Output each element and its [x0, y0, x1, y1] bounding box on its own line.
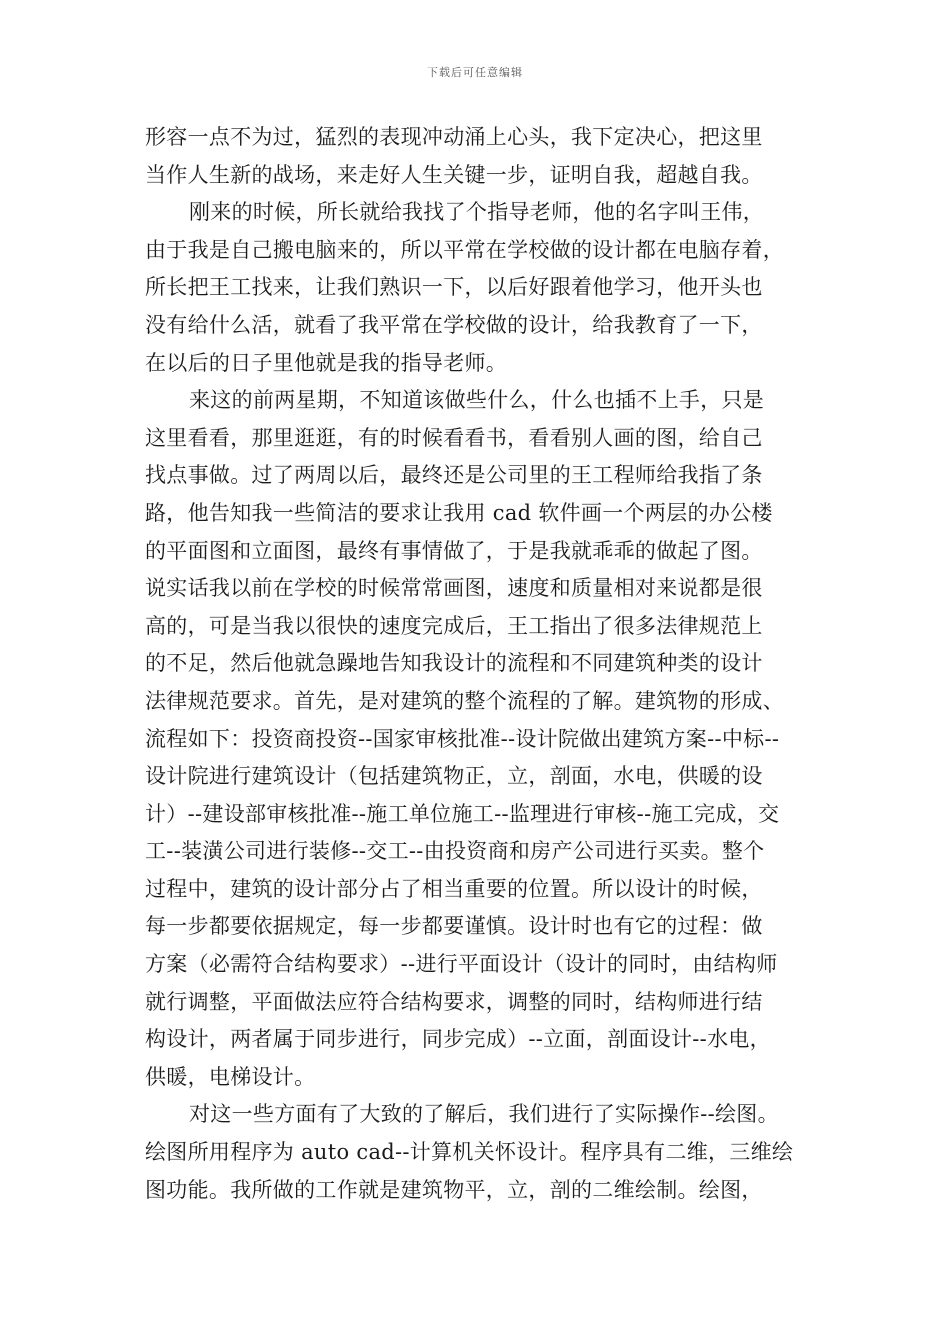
text-line: 这里看看，那里逛逛，有的时候看看书，看看别人画的图，给自己	[145, 425, 763, 450]
text-line: 就行调整，平面做法应符合结构要求，调整的同时，结构师进行结	[145, 989, 763, 1014]
document-body	[145, 119, 825, 1209]
text-line: 流程如下：投资商投资--国家审核批准--设计院做出建筑方案--中标--	[145, 726, 780, 751]
paragraph-start-line: 刚来的时候，所长就给我找了个指导老师，他的名字叫王伟，	[189, 200, 765, 225]
text-line: 每一步都要依据规定，每一步都要谨慎。设计时也有它的过程：做	[145, 914, 763, 939]
text-line: 设计院进行建筑设计（包括建筑物正，立，剖面，水电，供暖的设	[145, 764, 763, 789]
text-line: 工--装潢公司进行装修--交工--由投资商和房产公司进行买卖。整个	[145, 839, 765, 864]
text-line: 的平面图和立面图，最终有事情做了，于是我就乖乖的做起了图。	[145, 538, 763, 563]
text-line: 所长把王工找来，让我们熟识一下，以后好跟着他学习，他开头也	[145, 275, 763, 300]
text-line: 过程中，建筑的设计部分占了相当重要的位置。所以设计的时候，	[145, 876, 763, 901]
paragraph-start-line: 来这的前两星期，不知道该做些什么，什么也插不上手，只是	[189, 388, 765, 413]
text-line: 当作人生新的战场，来走好人生关键一步，证明自我，超越自我。	[145, 162, 763, 187]
text-line: 说实话我以前在学校的时候常常画图，速度和质量相对来说都是很	[145, 576, 763, 601]
page-header: 下载后可任意编辑	[427, 66, 523, 79]
text-line: 供暖，电梯设计。	[145, 1064, 316, 1089]
text-line: 法律规范要求。首先，是对建筑的整个流程的了解。建筑物的形成、	[145, 688, 784, 713]
text-line: 构设计，两者属于同步进行，同步完成）--立面，剖面设计--水电，	[145, 1027, 771, 1052]
text-line: 路，他告知我一些简洁的要求让我用 cad 软件画一个两层的办公楼	[145, 500, 773, 525]
text-line: 的不足，然后他就急躁地告知我设计的流程和不同建筑种类的设计	[145, 651, 763, 676]
text-line: 由于我是自己搬电脑来的，所以平常在学校做的设计都在电脑存着，	[145, 237, 784, 262]
text-line: 没有给什么活，就看了我平常在学校做的设计，给我教育了一下，	[145, 312, 763, 337]
text-line: 计）--建设部审核批准--施工单位施工--监理进行审核--施工完成，交	[145, 801, 780, 826]
text-line: 高的，可是当我以很快的速度完成后，王工指出了很多法律规范上	[145, 613, 763, 638]
text-line: 在以后的日子里他就是我的指导老师。	[145, 350, 508, 375]
text-line: 绘图所用程序为 auto cad--计算机关怀设计。程序具有二维，三维绘	[145, 1140, 794, 1165]
text-line: 找点事做。过了两周以后，最终还是公司里的王工程师给我指了条	[145, 463, 763, 488]
text-line: 图功能。我所做的工作就是建筑物平，立，剖的二维绘制。绘图，	[145, 1177, 763, 1202]
text-line: 形容一点不为过，猛烈的表现冲动涌上心头，我下定决心，把这里	[145, 125, 763, 149]
paragraph-start-line: 对这一些方面有了大致的了解后，我们进行了实际操作--绘图。	[189, 1102, 779, 1127]
text-line: 方案（必需符合结构要求）--进行平面设计（设计的同时，由结构师	[145, 952, 778, 977]
